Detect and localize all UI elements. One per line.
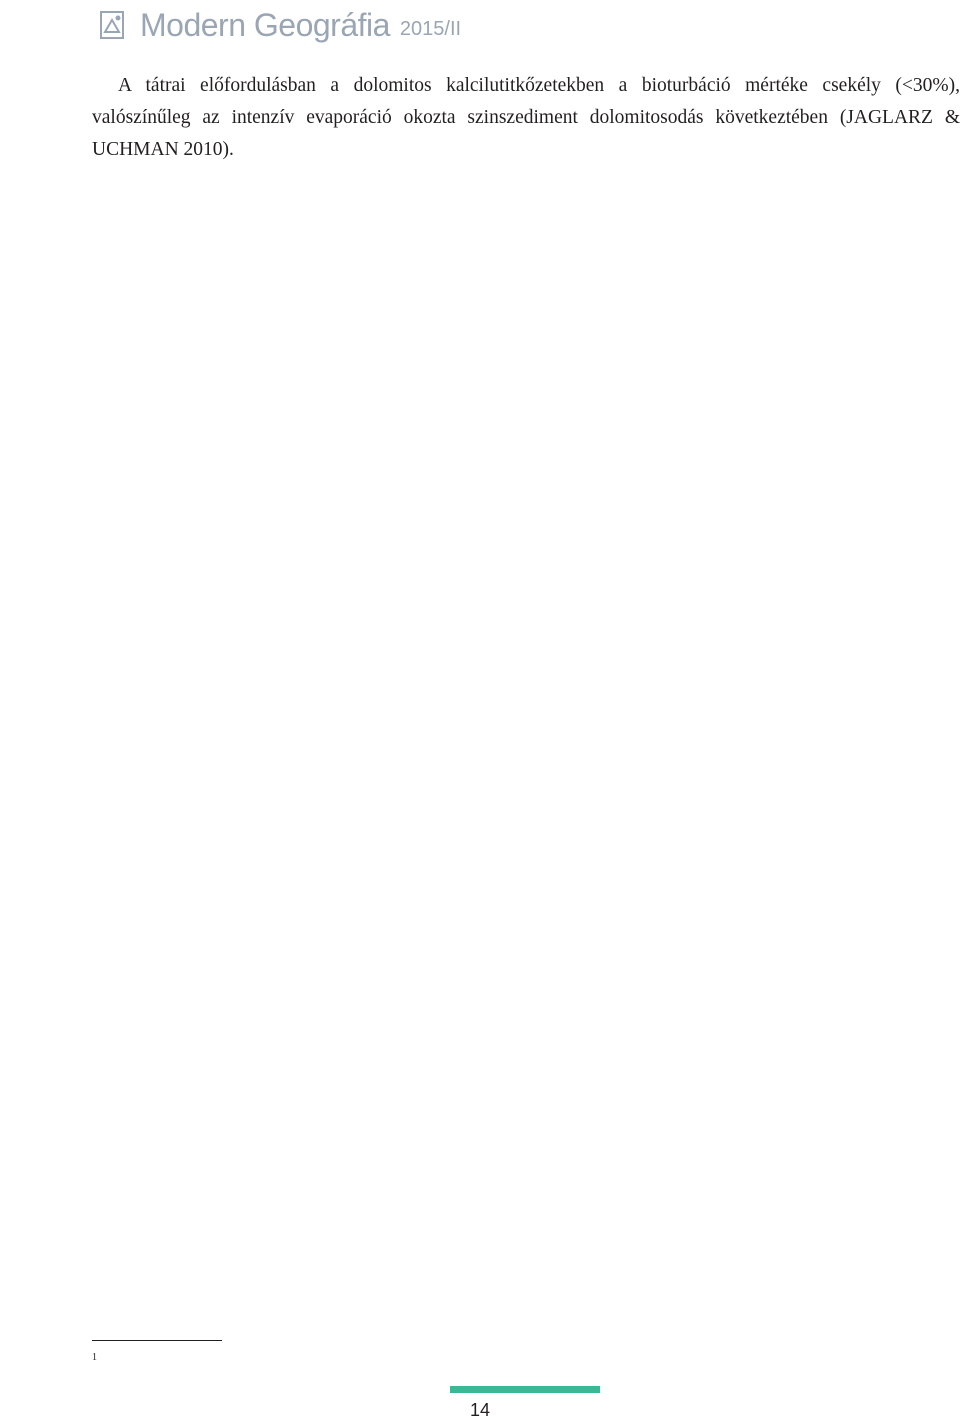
page-header bbox=[98, 4, 461, 46]
paragraph: A tátrai előfordulásban a dolomitos kalcilutitkőzetekben a bioturbáció mértéke csekély (<30%), valószínűleg az intenzív evaporáció okozta szinszediment dolomitosodás következtében (JAGLARZ & UCHMAN 2010). bbox=[92, 75, 960, 161]
footnote-marker: 1 bbox=[92, 1352, 97, 1363]
journal-title: Modern Geográfia bbox=[140, 6, 390, 43]
footnote-divider bbox=[92, 1340, 222, 1341]
page-accent-bar bbox=[450, 1386, 600, 1393]
footnote bbox=[92, 1348, 952, 1372]
page-number: 14 bbox=[469, 1400, 491, 1420]
body-text bbox=[92, 70, 960, 167]
journal-issue: 2015/II bbox=[399, 17, 462, 40]
journal-logo-icon bbox=[98, 8, 128, 42]
